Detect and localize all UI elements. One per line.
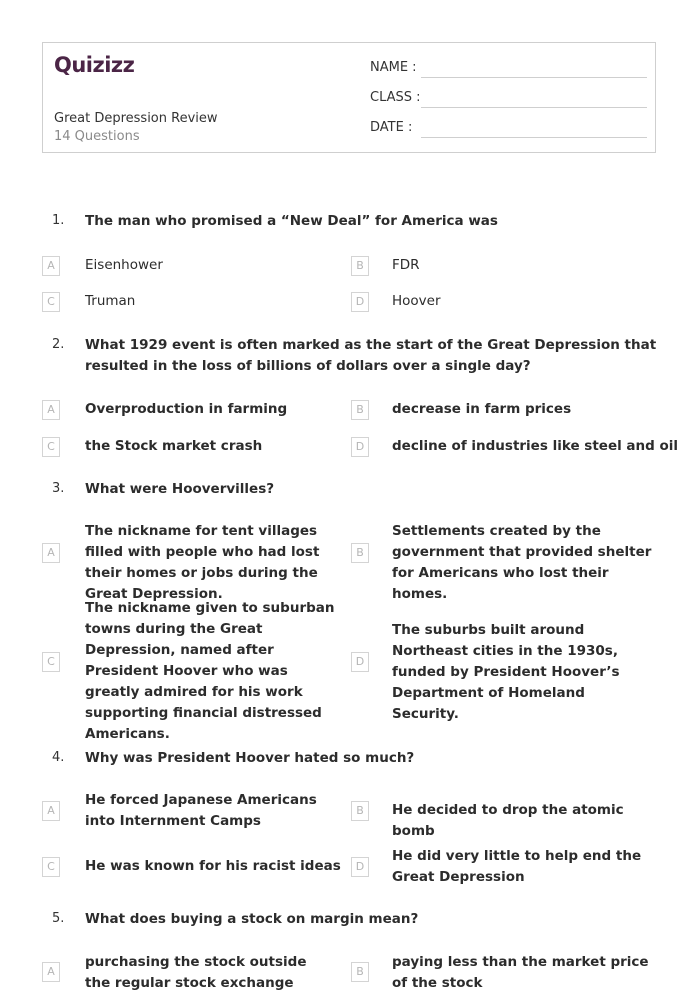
question-1-option-c-text: Truman: [85, 293, 136, 309]
worksheet-header: [42, 42, 656, 153]
question-2-option-d-text: decline of industries like steel and oil: [392, 438, 679, 454]
date-line: [421, 137, 647, 138]
question-2-option-b-text: decrease in farm prices: [392, 401, 572, 417]
name-line: [421, 77, 647, 78]
question-2-option-a-letter[interactable]: A: [42, 400, 60, 420]
question-1-option-a-text: Eisenhower: [85, 257, 163, 273]
question-1-text: The man who promised a “New Deal” for America was: [85, 213, 498, 229]
question-5-option-a-text: purchasing the stock outside the regular stock exchange: [85, 954, 307, 991]
question-3-option-c-text: The nickname given to suburban towns during the Great Depression, named after President Hoover who was greatly admired for his work supporting financial distressed Americans.: [85, 600, 335, 742]
class-field[interactable]: [370, 90, 647, 110]
question-3-option-d-text: The suburbs built around Northeast cities in the 1930s, funded by President Hoover’s Department of Homeland Security.: [392, 622, 620, 722]
question-1-option-b-text: FDR: [392, 257, 420, 273]
date-label: DATE :: [370, 120, 413, 135]
class-label: CLASS :: [370, 90, 421, 105]
question-count: 14 Questions: [54, 129, 140, 144]
name-field[interactable]: [370, 60, 647, 80]
question-2-option-b-letter[interactable]: B: [351, 400, 369, 420]
question-1-option-a-letter[interactable]: A: [42, 256, 60, 276]
question-3-option-b-letter[interactable]: B: [351, 543, 369, 563]
question-4-option-d-letter[interactable]: D: [351, 857, 369, 877]
question-3-option-d-letter[interactable]: D: [351, 652, 369, 672]
question-2-number: 2.: [52, 337, 65, 352]
question-2-option-a-text: Overproduction in farming: [85, 401, 288, 417]
question-5-option-b-text: paying less than the market price of the stock: [392, 954, 649, 991]
question-2-option-d-letter[interactable]: D: [351, 437, 369, 457]
question-5-text: What does buying a stock on margin mean?: [85, 911, 419, 927]
question-5-option-b-letter[interactable]: B: [351, 962, 369, 982]
question-4-text: Why was President Hoover hated so much?: [85, 750, 415, 766]
question-2-text: What 1929 event is often marked as the start of the Great Depression that resulted in the loss of billions of dollars over a single day?: [85, 337, 657, 374]
question-5-number: 5.: [52, 911, 65, 926]
question-4-option-b-letter[interactable]: B: [351, 801, 369, 821]
worksheet-title: Great Depression Review: [54, 111, 218, 126]
question-3-option-b-text: Settlements created by the government that provided shelter for Americans who lost their homes.: [392, 523, 652, 602]
class-line: [421, 107, 647, 108]
question-1-option-b-letter[interactable]: B: [351, 256, 369, 276]
question-2-option-c-text: the Stock market crash: [85, 438, 263, 454]
question-3-option-a-text: The nickname for tent villages filled with people who had lost their homes or jobs during the Great Depression.: [85, 523, 320, 602]
question-3-number: 3.: [52, 481, 65, 496]
question-5-option-a-letter[interactable]: A: [42, 962, 60, 982]
name-label: NAME :: [370, 60, 417, 75]
question-4-option-b-text: He decided to drop the atomic bomb: [392, 802, 624, 839]
question-1-option-d-letter[interactable]: D: [351, 292, 369, 312]
question-3-option-a-letter[interactable]: A: [42, 543, 60, 563]
question-4-option-a-text: He forced Japanese Americans into Internment Camps: [85, 792, 317, 829]
date-field[interactable]: [370, 120, 647, 140]
question-4-option-d-text: He did very little to help end the Great Depression: [392, 848, 642, 885]
question-4-option-c-letter[interactable]: C: [42, 857, 60, 877]
question-4-number: 4.: [52, 750, 65, 765]
question-1-option-d-text: Hoover: [392, 293, 441, 309]
question-1-option-c-letter[interactable]: C: [42, 292, 60, 312]
quizizz-logo: Quizizz: [54, 53, 135, 77]
question-4-option-a-letter[interactable]: A: [42, 801, 60, 821]
question-4-option-c-text: He was known for his racist ideas: [85, 858, 341, 874]
question-1-number: 1.: [52, 213, 65, 228]
question-3-text: What were Hoovervilles?: [85, 481, 275, 497]
question-3-option-c-letter[interactable]: C: [42, 652, 60, 672]
question-2-option-c-letter[interactable]: C: [42, 437, 60, 457]
